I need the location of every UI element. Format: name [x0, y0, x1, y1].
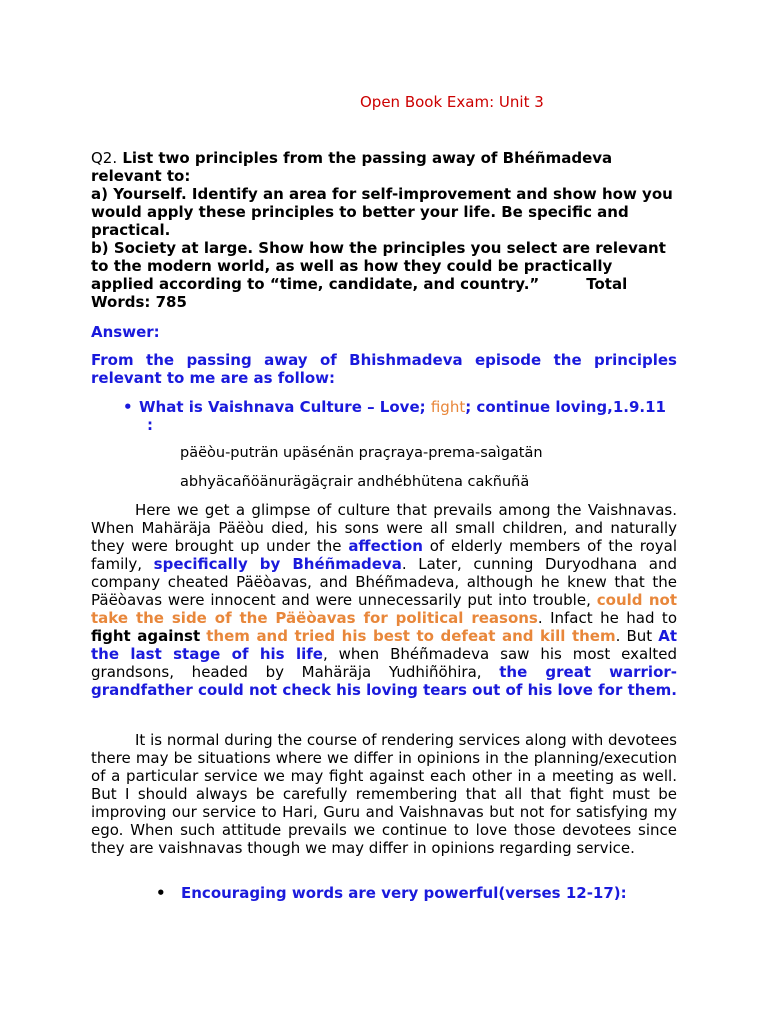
question-line: b) Society at large. Show how the principles you select are relevant [91, 239, 666, 257]
question-number: Q2. [91, 149, 118, 167]
question-line: would apply these principles to better your life. Be specific and [91, 203, 629, 221]
verse-line: abhyäcañöänurägäçrair andhébhütena cakñuñä [180, 474, 530, 490]
bullet-encouraging: • Encouraging words are very powerful(verses 12-17): [156, 884, 627, 902]
bullet-icon: • [123, 398, 133, 416]
question-line: Words: 785 [91, 293, 187, 311]
body-paragraph: It is normal during the course of rendering services along with devotees there may be situations where we differ in opinions in the planning/execution of a particular service we may fight against each other in a meeting as well. But I should always be carefully remembering that all that fight must be improving our service to Hari, Guru and Vaishnavas but not for satisfying my ego. When such attitude prevails we continue to love those devotees since they are vaishnavas though we may differ in opinions regarding service. [91, 731, 677, 857]
verse-line: päëòu-puträn upäsénän praçraya-prema-saìgatän [180, 445, 543, 461]
highlight-political: could not take the side of the Päëòavas for political reasons [91, 591, 677, 627]
question-line: a) Yourself. Identify an area for self-improvement and show how you [91, 185, 673, 203]
highlight-defeat: them and tried his best to defeat and kill them [206, 627, 616, 645]
question-line: practical. [91, 221, 171, 239]
body-paragraph: Here we get a glimpse of culture that prevails among the Vaishnavas. When Mahäräja Päëòu died, his sons were all small children, and naturally they were brought up under the affection of elderly members of the royal family, specifically by Bhéñmadeva. Later, cunning Duryodhana and company cheated Päëòavas, and Bhéñmadeva, although he knew that the Päëòavas were innocent and were unnecessarily put into trouble, could not take the side of the Päëòavas for political reasons. Infact he had to fight against them and tried his best to defeat and kill them. But At the last stage of his life, when Bhéñmadeva saw his most exalted grandsons, headed by Mahäräja Yudhiñöhira, the great warrior-grandfather could not check his loving tears out of his love for them. [91, 501, 678, 699]
question-line: applied according to “time, candidate, and country.” Total [91, 275, 628, 293]
question-line: to the modern world, as well as how they could be practically [91, 257, 613, 275]
highlight-last-stage: At the last stage of his life [91, 627, 678, 663]
bullet-culture: • What is Vaishnava Culture – Love; fight; continue loving,1.9.11 : [123, 398, 666, 434]
page-title: Open Book Exam: Unit 3 [360, 93, 544, 111]
highlight-fight: fight [430, 398, 466, 416]
question-block [91, 149, 677, 311]
question-line: relevant to: [91, 167, 191, 185]
answer-label: Answer: [91, 323, 160, 341]
answer-intro: From the passing away of Bhishmadeva episode the principles relevant to me are as follow: [91, 351, 677, 387]
highlight-affection: affection [348, 537, 423, 555]
bullet-icon: • [156, 884, 166, 902]
highlight-fight-against: fight against [91, 627, 201, 645]
question-line: Q2. List two principles from the passing away of Bhéñmadeva [91, 149, 613, 167]
highlight-tears: the great warrior-grandfather could not check his loving tears out of his love for them. [91, 663, 677, 699]
highlight-bhishmadeva: specifically by Bhéñmadeva [153, 555, 402, 573]
